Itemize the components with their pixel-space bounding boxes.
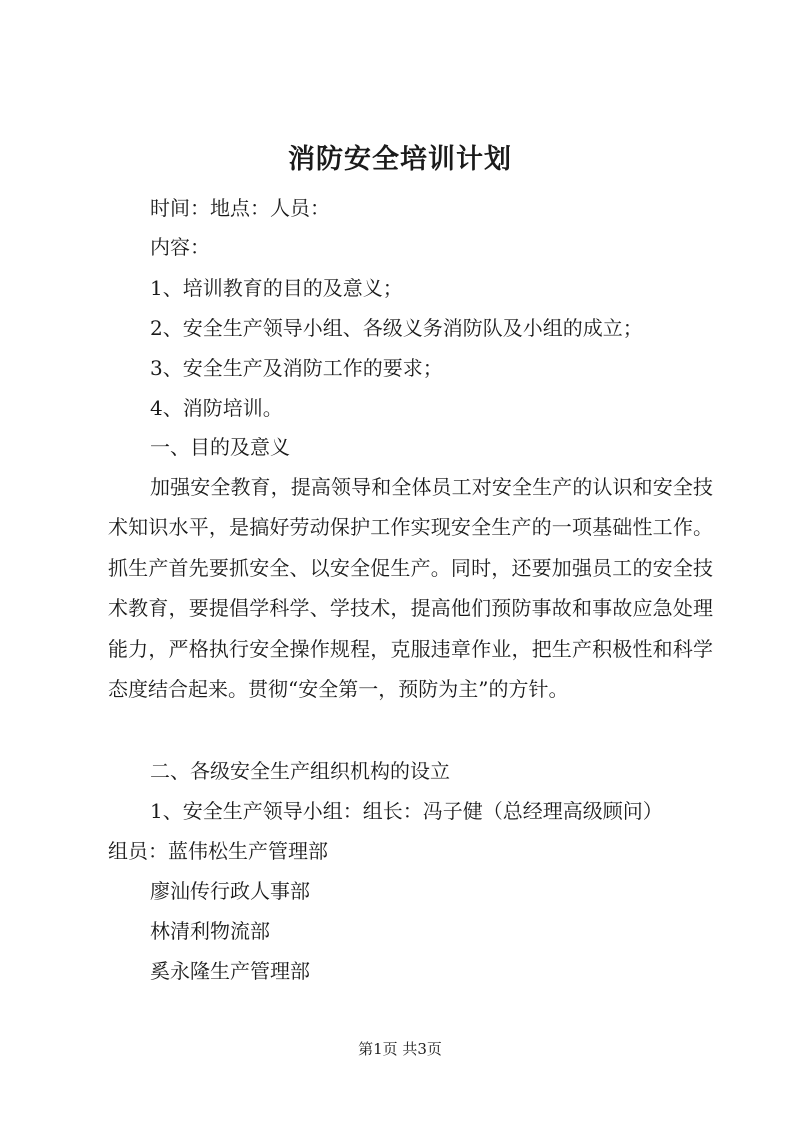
content-label: 内容： [150, 235, 210, 259]
header-line: 时间：地点：人员： [150, 196, 330, 220]
page-footer: 第1页 共3页 [358, 1040, 442, 1058]
member-item: 廖汕传行政人事部 [150, 879, 310, 903]
member-item: 林清利物流部 [150, 919, 270, 943]
group-leader-line: 1、安全生产领导小组：组长：冯子健（总经理高级顾问） [150, 799, 663, 823]
content-item-1: 1、培训教育的目的及意义； [150, 276, 403, 300]
members-line: 组员：蓝伟松生产管理部 [108, 839, 328, 863]
section1-heading: 一、目的及意义 [150, 435, 290, 459]
content-item-4: 4、消防培训。 [150, 396, 283, 420]
section1-paragraph: 加强安全教育，提高领导和全体员工对安全生产的认识和安全技术知识水平，是搞好劳动保护工作实现安全生产的一项基础性工作。抓生产首先要抓安全、以安全促生产。同时，还要加强员工的安全技术教育，要提倡学科学、学技术，提高他们预防事故和事故应急处理能力，严格执行安全操作规程，克服违章作业，把生产积极性和科学态度结合起来。贯彻“安全第一，预防为主”的方针。 [108, 475, 713, 702]
member-item: 奚永隆生产管理部 [150, 959, 310, 983]
page-title: 消防安全培训计划 [288, 144, 512, 175]
content-item-2: 2、安全生产领导小组、各级义务消防队及小组的成立； [150, 316, 643, 340]
section2-heading: 二、各级安全生产组织机构的设立 [150, 759, 450, 783]
content-item-3: 3、安全生产及消防工作的要求； [150, 356, 443, 380]
